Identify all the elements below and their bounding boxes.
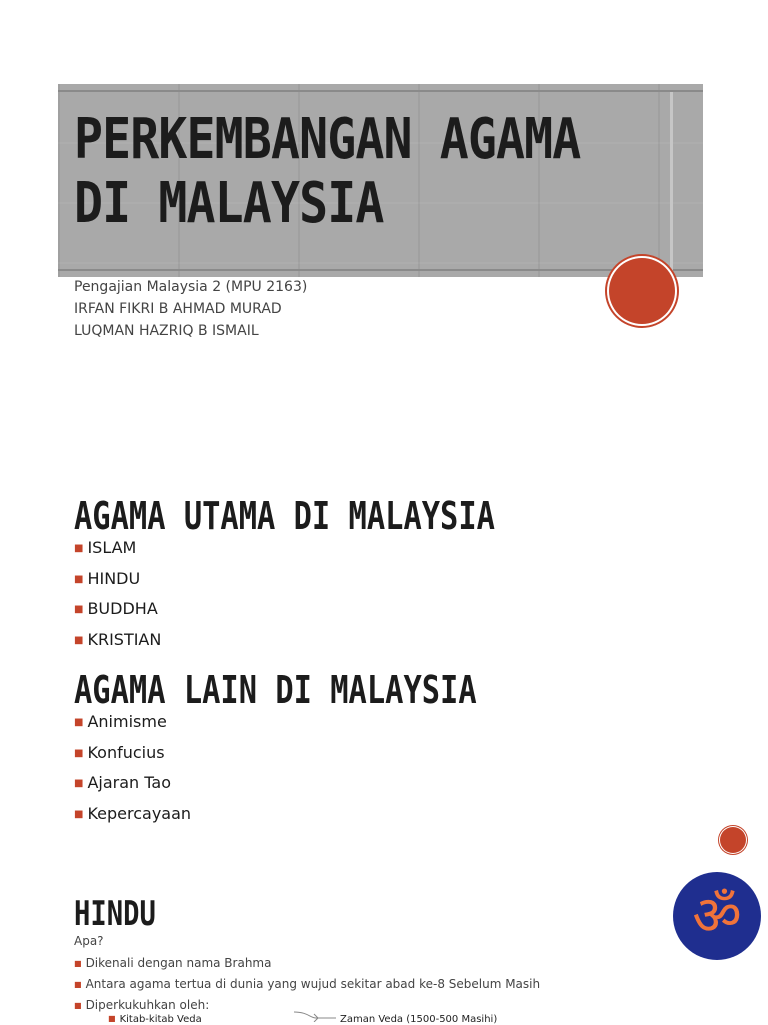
bullet-icon: ■ — [74, 573, 84, 585]
list-item: ■ BUDDHA — [74, 599, 158, 618]
bullet-icon: ■ — [74, 808, 84, 820]
subtitle-block — [74, 276, 307, 342]
main-title: PERKEMBANGAN AGAMA DI MALAYSIA — [74, 107, 581, 236]
title-slide — [0, 0, 768, 470]
band-top-stripe — [58, 90, 703, 92]
question-label: Apa? — [74, 934, 104, 948]
main-religions-list — [74, 538, 161, 660]
author-line-2: LUQMAN HAZRIQ B ISMAIL — [74, 323, 259, 339]
om-symbol-icon: ॐ — [673, 872, 761, 960]
list-item: ■ Ajaran Tao — [74, 773, 171, 792]
other-religions-list — [74, 712, 191, 834]
side-note: Zaman Veda (1500-500 Masihi) — [340, 1014, 498, 1025]
bullet-icon: ■ — [108, 1014, 116, 1023]
bullet-line: ■ Antara agama tertua di dunia yang wujud sekitar abad ke-8 Sebelum Masih — [74, 977, 541, 991]
list-item: ■ HINDU — [74, 568, 141, 588]
band-vertical-bar — [670, 92, 673, 272]
other-religions-heading: AGAMA LAIN DI MALAYSIA — [74, 668, 477, 712]
author-line-1: IRFAN FIKRI B AHMAD MURAD — [74, 301, 282, 317]
list-item: ■ Animisme — [74, 712, 167, 731]
decorative-circle-icon — [720, 827, 746, 853]
sub-bullet-line: ■ Kitab-kitab Veda — [108, 1014, 202, 1025]
list-item: ■ Kepercayaan — [74, 803, 192, 823]
bullet-icon: ■ — [74, 604, 84, 615]
hindu-slide — [0, 860, 768, 1024]
bullet-line: ■ Dikenali dengan nama Brahma — [74, 956, 272, 970]
bullet-icon: ■ — [74, 1001, 82, 1010]
bullet-icon: ■ — [74, 778, 84, 789]
bullet-line: ■ Diperkukuhkan oleh: — [74, 998, 210, 1012]
bullet-icon: ■ — [74, 980, 82, 989]
hindu-heading: HINDU — [74, 894, 156, 934]
list-item: ■ Konfucius — [74, 742, 165, 762]
band-bottom-stripe — [58, 269, 703, 271]
bullet-icon: ■ — [74, 717, 84, 728]
religions-slide — [0, 470, 768, 830]
list-item: ■ ISLAM — [74, 538, 137, 557]
bullet-icon: ■ — [74, 543, 84, 554]
course-line: Pengajian Malaysia 2 (MPU 2163) — [74, 279, 308, 295]
main-religions-heading: AGAMA UTAMA DI MALAYSIA — [74, 494, 495, 538]
bullet-icon: ■ — [74, 959, 82, 968]
bullet-icon: ■ — [74, 634, 84, 646]
list-item: ■ KRISTIAN — [74, 629, 162, 649]
decorative-circle-icon — [609, 258, 675, 324]
bullet-icon: ■ — [74, 747, 84, 759]
brace-connector-icon — [294, 1010, 336, 1022]
